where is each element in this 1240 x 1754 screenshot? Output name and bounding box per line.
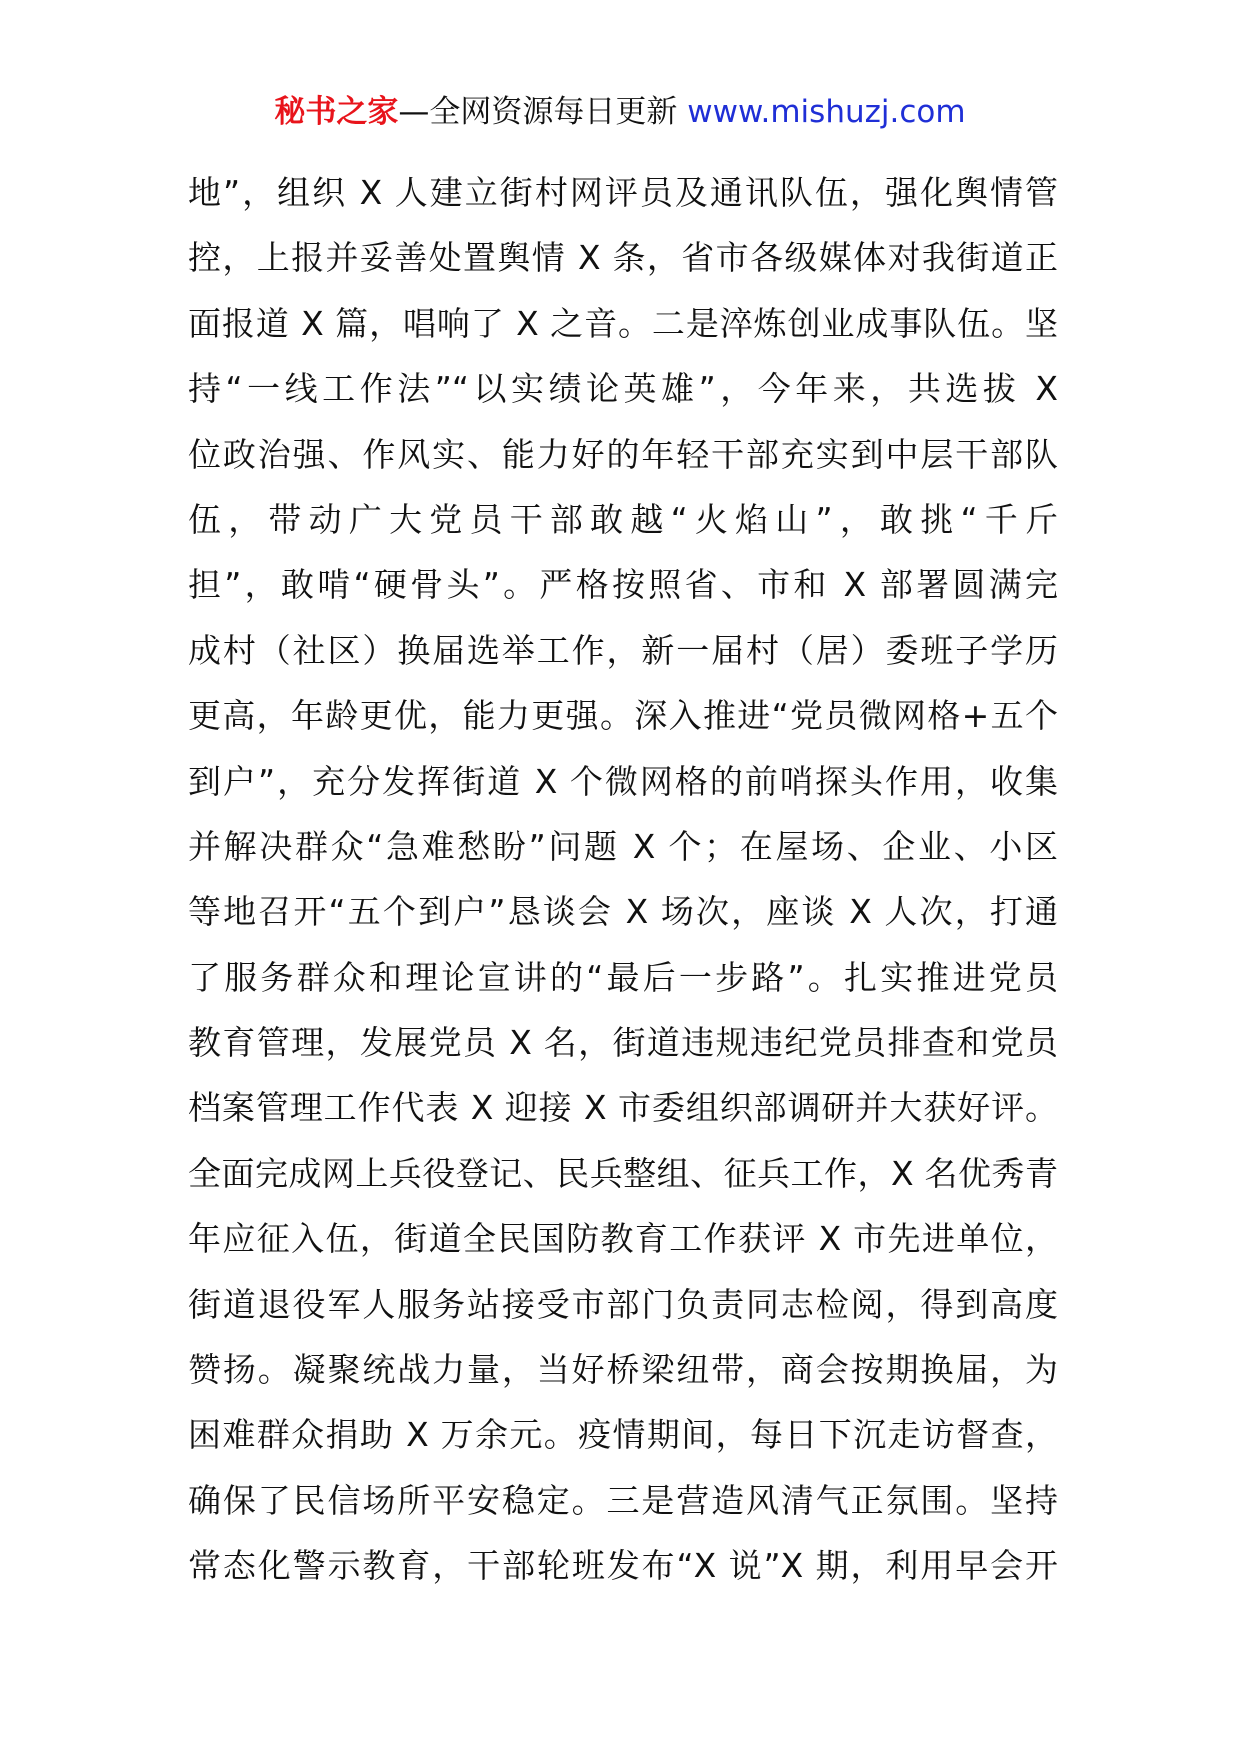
body-line: 常态化警示教育，干部轮班发布“X 说”X 期，利用早会开 <box>188 1546 1058 1586</box>
body-line: 并解决群众“急难愁盼”问题 X 个；在屋场、企业、小区 <box>188 826 1058 866</box>
body-line: 面报道 X 篇，唱响了 X 之音。二是淬炼创业成事队伍。坚 <box>188 303 1058 343</box>
body-line: 持“一线工作法”“以实绩论英雄”，今年来，共选拔 X <box>188 369 1058 409</box>
body-line: 成村（社区）换届选举工作，新一届村（居）委班子学历 <box>188 630 1058 670</box>
body-line: 等地召开“五个到户”恳谈会 X 场次，座谈 X 人次，打通 <box>188 892 1058 932</box>
body-line: 了服务群众和理论宣讲的“最后一步路”。扎实推进党员 <box>188 957 1058 997</box>
body-line: 担”，敢啃“硬骨头”。严格按照省、市和 X 部署圆满完 <box>188 565 1058 605</box>
body-line: 困难群众捐助 X 万余元。疫情期间，每日下沉走访督查， <box>188 1415 1058 1455</box>
brand-name: 秘书之家 <box>274 94 399 130</box>
body-line: 确保了民信场所平安稳定。三是营造风清气正氛围。坚持 <box>188 1480 1058 1520</box>
body-line: 档案管理工作代表 X 迎接 X 市委组织部调研并大获好评。 <box>188 1088 1058 1128</box>
body-text <box>188 160 1058 1599</box>
header-slogan: —全网资源每日更新 <box>398 94 688 130</box>
body-line: 更高，年龄更优，能力更强。深入推进“党员微网格+五个 <box>188 696 1058 736</box>
body-line: 到户”，充分发挥街道 X 个微网格的前哨探头作用，收集 <box>188 761 1058 801</box>
page-header <box>0 92 1240 132</box>
body-line: 控，上报并妥善处置舆情 X 条，省市各级媒体对我街道正 <box>188 238 1058 278</box>
body-line: 伍，带动广大党员干部敢越“火焰山”，敢挑“千斤 <box>188 499 1058 539</box>
body-line: 地”，组织 X 人建立街村网评员及通讯队伍，强化舆情管 <box>188 173 1058 212</box>
body-line: 全面完成网上兵役登记、民兵整组、征兵工作，X 名优秀青 <box>188 1153 1058 1193</box>
body-line: 街道退役军人服务站接受市部门负责同志检阅，得到高度 <box>188 1284 1058 1324</box>
body-line: 年应征入伍，街道全民国防教育工作获评 X 市先进单位， <box>188 1219 1058 1259</box>
body-line: 赞扬。凝聚统战力量，当好桥梁纽带，商会按期换届，为 <box>188 1350 1058 1390</box>
website-link[interactable]: www.mishuzj.com <box>687 94 966 130</box>
body-line: 教育管理，发展党员 X 名，街道违规违纪党员排查和党员 <box>188 1023 1058 1063</box>
body-line: 位政治强、作风实、能力好的年轻干部充实到中层干部队 <box>188 434 1058 474</box>
